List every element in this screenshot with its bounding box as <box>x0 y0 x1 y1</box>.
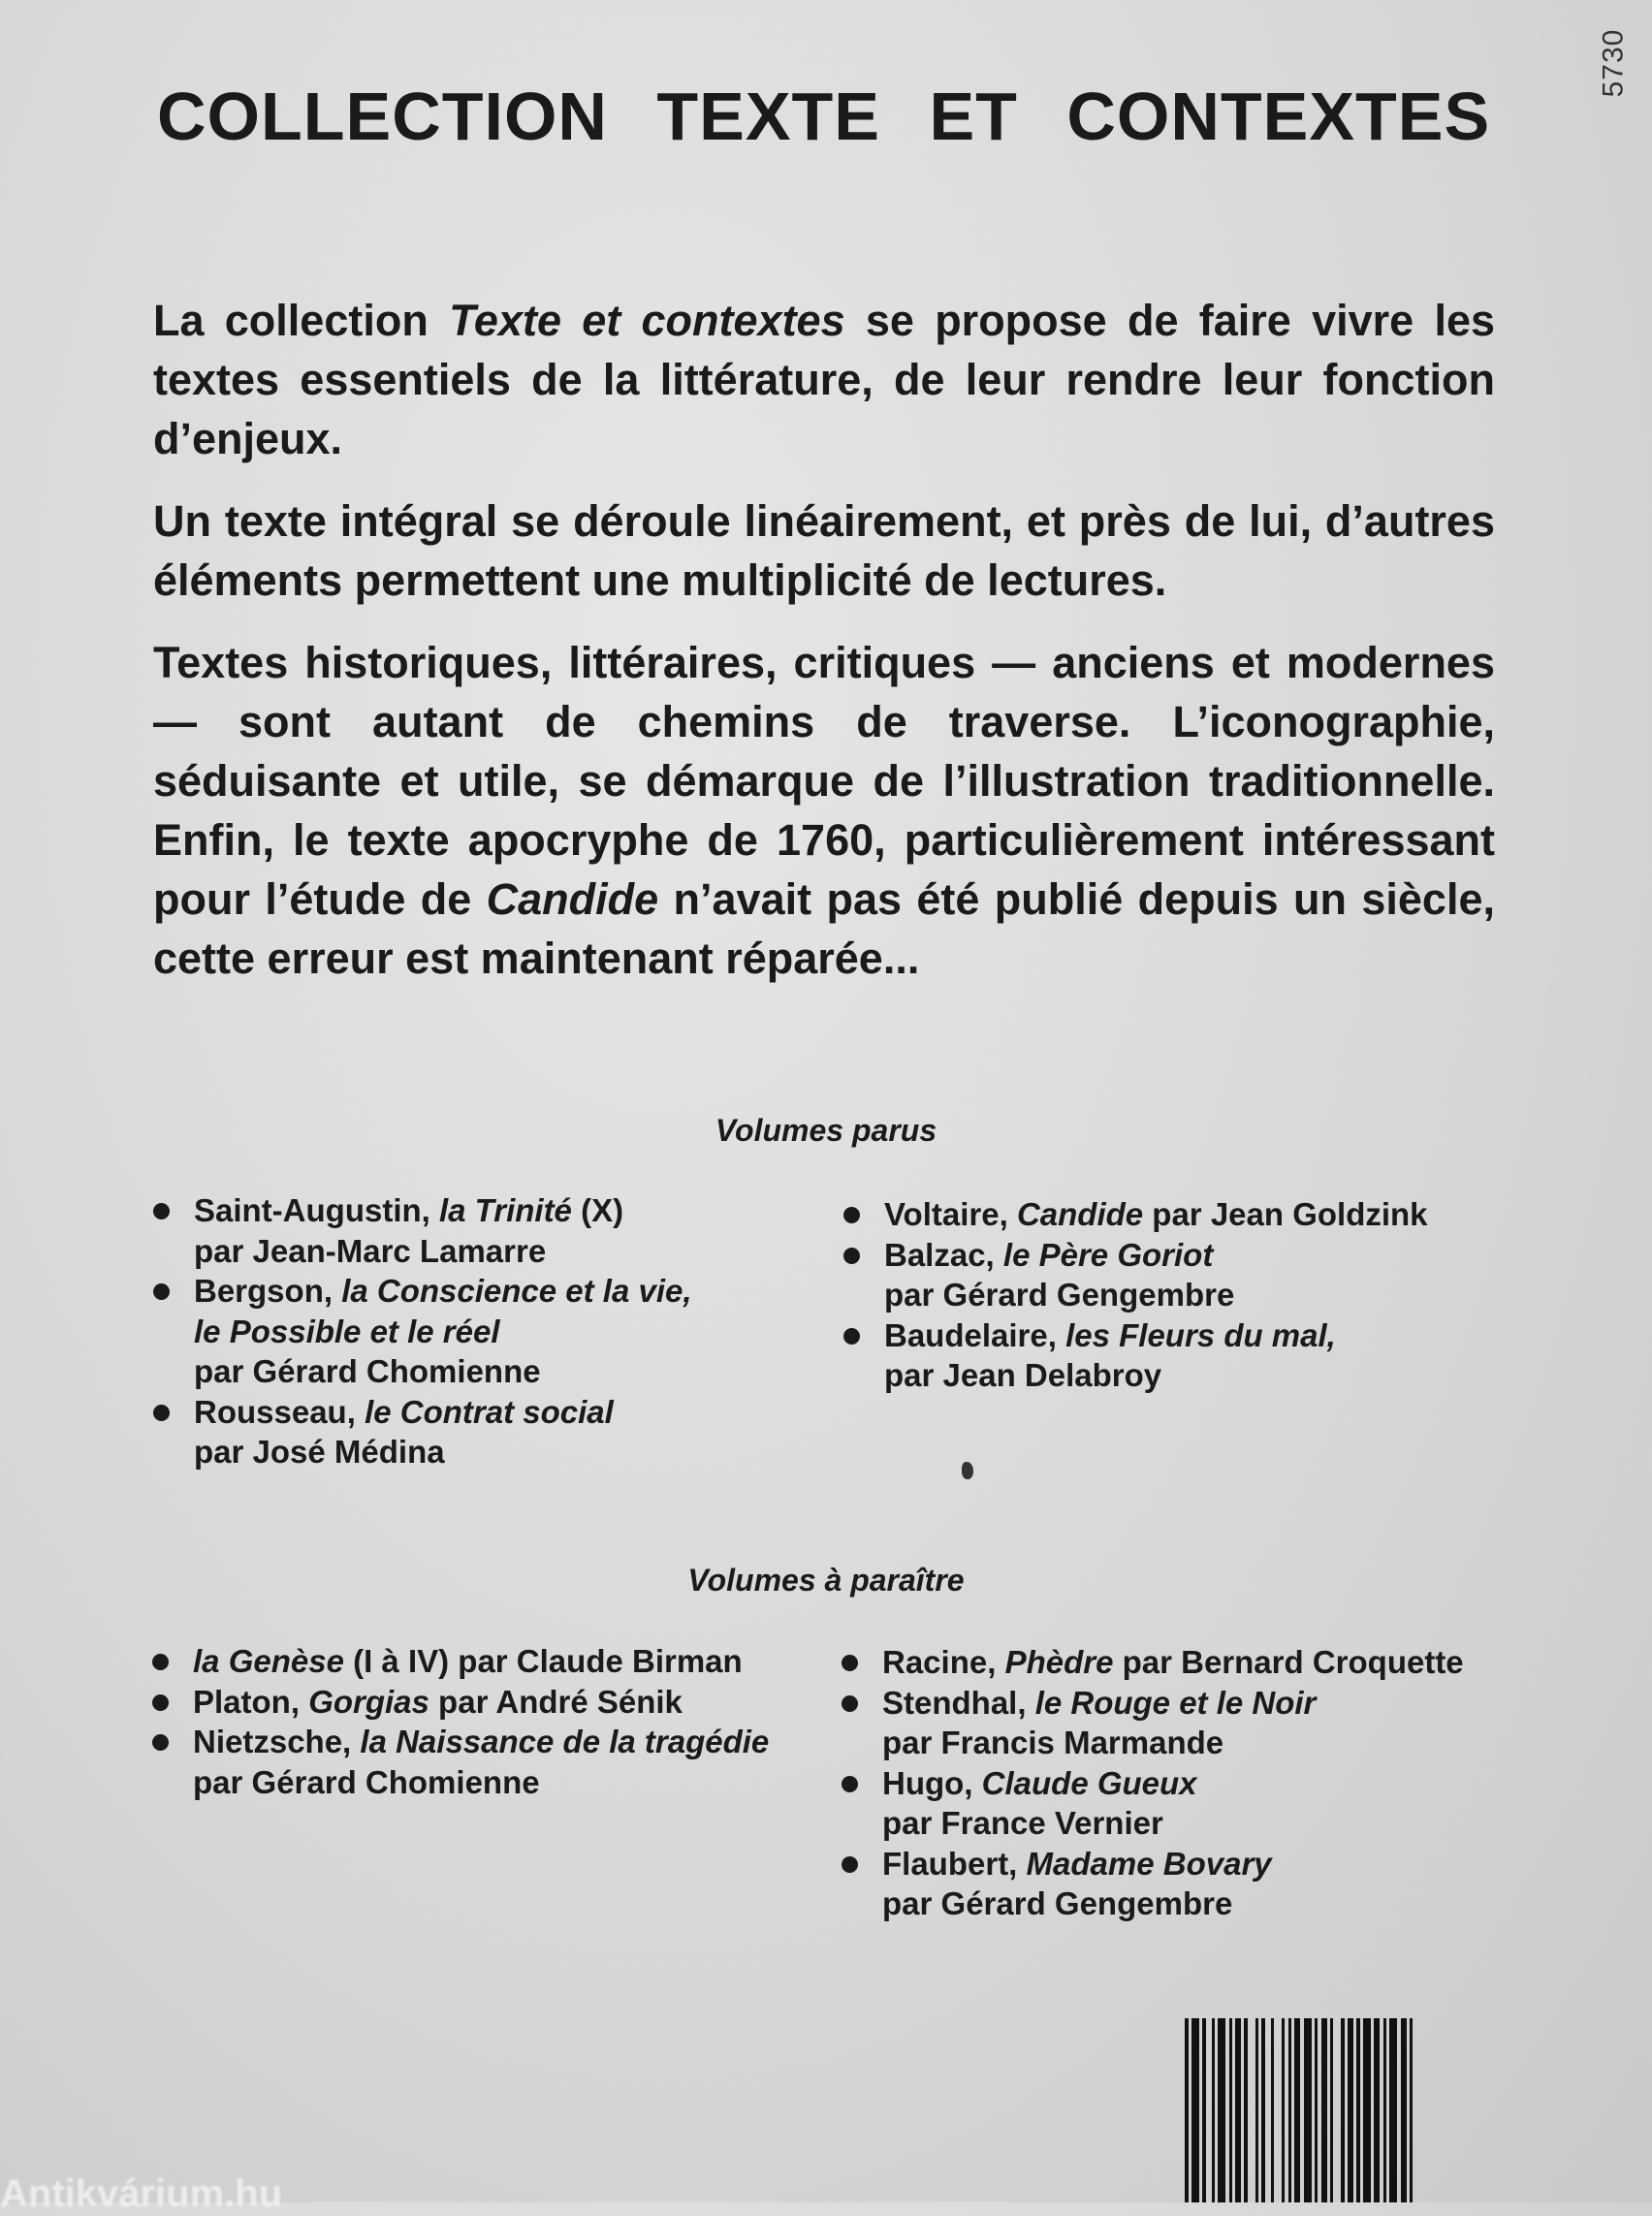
volume-title: les Fleurs du mal, <box>1065 1316 1336 1353</box>
volume-first-line <box>193 1682 831 1723</box>
volume-editor: par Jean-Marc Lamarre <box>194 1232 547 1269</box>
volume-author: Stendhal, <box>882 1684 1035 1721</box>
volume-first-line <box>193 1641 831 1682</box>
volume-title: Candide <box>1016 1196 1144 1232</box>
barcode-bar <box>1304 2018 1312 2202</box>
volume-item <box>152 1682 831 1723</box>
bullet-icon <box>152 1694 169 1711</box>
volume-title: le Rouge et le Noir <box>1034 1684 1317 1721</box>
bullet-icon <box>153 1405 170 1421</box>
volume-extra: par Bernard Croquette <box>1113 1644 1464 1680</box>
volume-title: Gorgias <box>308 1683 429 1720</box>
volume-editor: par Gérard Chomienne <box>194 1353 541 1389</box>
collection-title: COLLECTION TEXTE ET CONTEXTES <box>157 79 1491 154</box>
barcode-bar <box>1363 2018 1371 2202</box>
watermark: Antikvárium.hu <box>0 2172 283 2215</box>
volume-editor: par Gérard Gengembre <box>882 1885 1233 1921</box>
bullet-icon <box>152 1734 169 1751</box>
volume-extra: (X) <box>571 1192 624 1228</box>
volume-title: la Genèse <box>193 1643 344 1679</box>
volume-first-line <box>194 1190 774 1231</box>
barcode-bar <box>1413 2018 1416 2202</box>
volume-editor: par José Médina <box>194 1434 445 1470</box>
volume-item <box>842 1844 1549 1924</box>
catalog-number: 5730 <box>1597 28 1630 98</box>
published-list-right <box>843 1194 1541 1396</box>
published-heading: Volumes parus <box>715 1113 937 1148</box>
bullet-icon <box>843 1207 860 1223</box>
volume-author: Flaubert, <box>882 1845 1027 1882</box>
volume-first-line <box>194 1271 774 1312</box>
volume-first-line <box>882 1763 1549 1804</box>
bullet-icon <box>842 1776 858 1792</box>
volume-first-line <box>193 1722 831 1762</box>
volume-extra: (I à IV) par Claude Birman <box>343 1643 743 1679</box>
intro-paragraph-2: Un texte intégral se déroule linéairement, et près de lui, d’autres éléments permettent une multiplicité de lectures. <box>153 496 1495 605</box>
volume-item <box>842 1642 1549 1683</box>
volume-item <box>152 1641 831 1682</box>
volume-title: la Naissance de la tragédie <box>360 1724 770 1759</box>
volume-title: Claude Gueux <box>981 1764 1197 1801</box>
volume-first-line <box>884 1235 1541 1276</box>
volume-author: Nietzsche, <box>193 1724 361 1759</box>
volume-item <box>842 1683 1549 1763</box>
volume-editor: par Gérard Gengembre <box>884 1277 1235 1313</box>
upcoming-heading: Volumes à paraître <box>687 1563 965 1598</box>
bullet-icon <box>153 1283 170 1300</box>
volume-first-line <box>882 1642 1549 1683</box>
bullet-icon <box>152 1654 169 1670</box>
bullet-icon <box>843 1328 860 1345</box>
volume-item <box>153 1271 774 1392</box>
volume-item <box>152 1722 831 1802</box>
volume-item <box>153 1190 774 1271</box>
bullet-icon <box>153 1203 170 1219</box>
volume-author: Platon, <box>193 1683 309 1720</box>
volume-editor: par Gérard Chomienne <box>193 1763 540 1800</box>
volume-title: la Conscience et la vie, <box>341 1273 692 1309</box>
volume-author: Rousseau, <box>194 1393 365 1430</box>
ink-speck <box>962 1462 973 1479</box>
volume-title: le Père Goriot <box>1002 1236 1214 1273</box>
barcode-bar <box>1333 2018 1341 2202</box>
barcode-bar <box>1389 2018 1397 2202</box>
bullet-icon <box>842 1695 858 1712</box>
volume-first-line <box>882 1683 1549 1724</box>
barcode-bar <box>1274 2018 1282 2202</box>
volume-title: Madame Bovary <box>1026 1845 1272 1882</box>
intro-text <box>153 291 1495 1011</box>
volume-title-continued: le Possible et le réel <box>194 1313 500 1349</box>
volume-first-line <box>882 1844 1549 1884</box>
volume-item <box>843 1235 1541 1315</box>
volume-editor: par Francis Marmande <box>882 1725 1224 1760</box>
volume-first-line <box>884 1315 1541 1356</box>
intro-paragraph-1: La collection Texte et contextes se propose de faire vivre les textes essentiels de la littérature, de leur rendre leur fonction d’enjeux. <box>153 296 1495 463</box>
upcoming-list-right <box>842 1642 1549 1924</box>
volume-author: Bergson, <box>194 1273 342 1309</box>
volume-title: le Contrat social <box>365 1393 614 1430</box>
volume-editor: par Jean Delabroy <box>884 1357 1162 1393</box>
volume-author: Hugo, <box>882 1764 982 1801</box>
volume-first-line <box>194 1392 774 1433</box>
volume-extra: par Jean Goldzink <box>1143 1196 1428 1232</box>
volume-item <box>153 1392 774 1472</box>
volume-item <box>842 1763 1549 1844</box>
upcoming-list-left <box>152 1641 831 1802</box>
volume-title: la Trinité <box>438 1192 572 1228</box>
volume-title: Phèdre <box>1004 1644 1114 1680</box>
volume-editor: par France Vernier <box>882 1805 1163 1841</box>
intro-paragraph-3: Textes historiques, littéraires, critiques — anciens et modernes — sont autant de chemins de traverse. L’iconographie, séduisante et utile, se démarque de l’illustration traditionnelle. Enfin, le texte apocryphe de 1760, particulièrement intéressant pour l’étude de Candide n’avait pas été publié depuis un siècle, cette erreur est maintenant réparée... <box>153 638 1495 983</box>
volume-author: Saint-Augustin, <box>194 1192 439 1228</box>
bullet-icon <box>842 1655 858 1671</box>
bullet-icon <box>842 1856 858 1873</box>
published-list-left <box>153 1190 774 1472</box>
volume-item <box>843 1194 1541 1235</box>
volume-author: Voltaire, <box>884 1196 1017 1232</box>
volume-first-line <box>884 1194 1541 1235</box>
barcode-bar <box>1191 2018 1199 2202</box>
volume-author: Baudelaire, <box>884 1316 1066 1353</box>
volume-author: Racine, <box>882 1644 1005 1680</box>
volume-extra: par André Sénik <box>429 1683 683 1720</box>
barcode-bar <box>1218 2018 1225 2202</box>
bullet-icon <box>843 1248 860 1264</box>
barcode-bar <box>1248 2018 1255 2202</box>
barcode <box>1185 2018 1602 2202</box>
volume-author: Balzac, <box>884 1236 1003 1273</box>
volume-item <box>843 1315 1541 1396</box>
